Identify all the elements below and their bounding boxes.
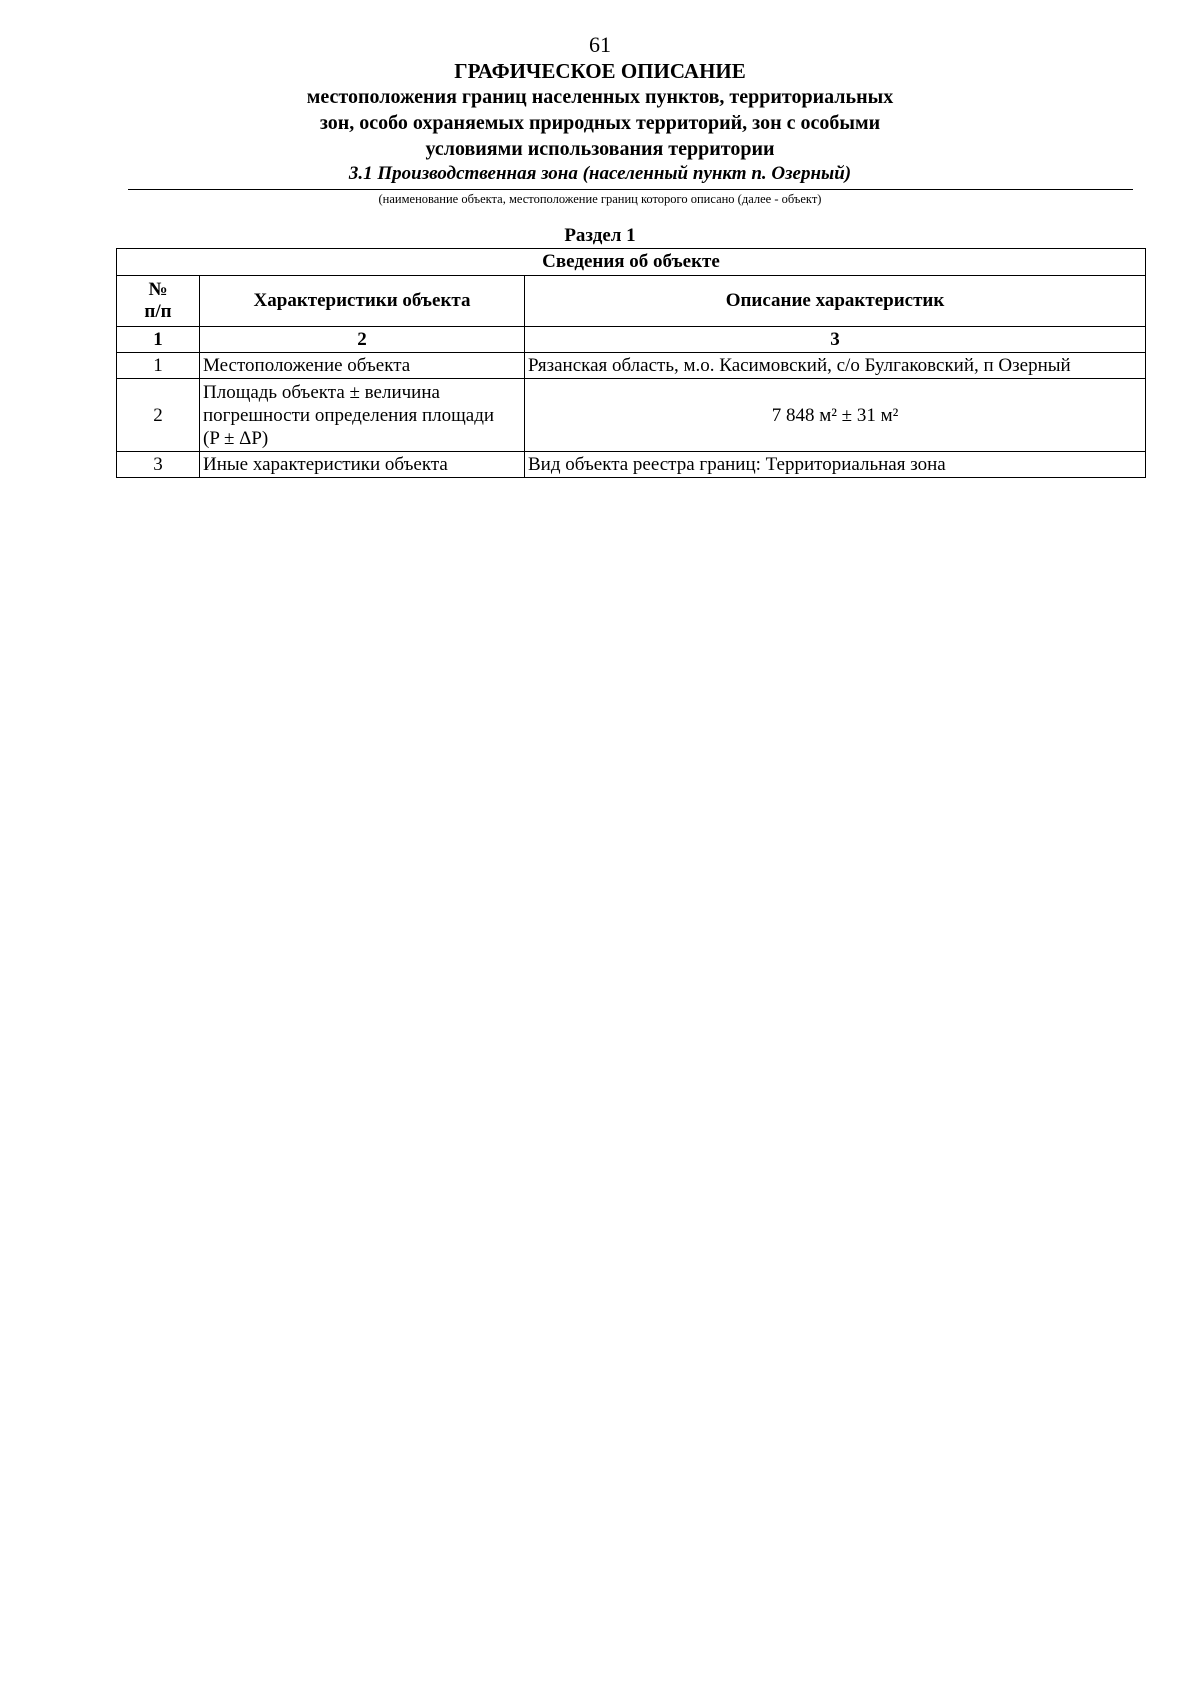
object-name-caption: (наименование объекта, местоположение границ которого описано (далее - объект): [378, 192, 822, 206]
title-block: [0, 58, 1200, 162]
table-row: [117, 353, 1146, 379]
table-row: [117, 379, 1146, 452]
document-title: ГРАФИЧЕСКОЕ ОПИСАНИЕ: [454, 59, 746, 83]
column-index-2: 2: [200, 327, 525, 353]
row-description: Рязанская область, м.о. Касимовский, с/о Булгаковский, п Озерный: [525, 353, 1146, 379]
column-index-3: 3: [525, 327, 1146, 353]
table-row: [117, 452, 1146, 478]
header-number-symbol: №: [148, 279, 168, 300]
object-name-underline: [128, 189, 1133, 190]
document-subtitle-line-3: условиями использования территории: [425, 138, 775, 160]
row-characteristic-line-2: погрешности определения площади: [203, 404, 495, 426]
page-number: 61: [589, 32, 611, 57]
document-subtitle-line-2: зон, особо охраняемых природных территорий, зон с особыми: [319, 112, 881, 134]
header-characteristic: Характеристики объекта: [200, 276, 525, 327]
column-index-1: 1: [117, 327, 200, 353]
row-characteristic: [200, 379, 525, 452]
header-description: Описание характеристик: [525, 276, 1146, 327]
row-number: 1: [117, 353, 200, 379]
row-characteristic-line-3: (P ± ΔP): [203, 427, 269, 449]
object-name: 3.1 Производственная зона (населенный пункт п. Озерный): [348, 163, 852, 184]
table-caption-row: [117, 249, 1146, 276]
object-info-table: [116, 248, 1146, 478]
row-characteristic: Местоположение объекта: [200, 353, 525, 379]
row-description: Вид объекта реестра границ: Территориальная зона: [525, 452, 1146, 478]
table-column-index-row: [117, 327, 1146, 353]
header-number-abbr: п/п: [144, 301, 172, 322]
document-subtitle-line-1: местоположения границ населенных пунктов, территориальных: [306, 86, 894, 108]
row-number: 3: [117, 452, 200, 478]
row-characteristic-line-1: Площадь объекта ± величина: [203, 381, 440, 403]
row-characteristic: Иные характеристики объекта: [200, 452, 525, 478]
row-description: 7 848 м² ± 31 м²: [525, 379, 1146, 452]
section-title: Раздел 1: [564, 225, 636, 246]
table-caption: Сведения об объекте: [117, 249, 1146, 276]
row-number: 2: [117, 379, 200, 452]
table-header-row: [117, 276, 1146, 327]
header-number: [117, 276, 200, 327]
